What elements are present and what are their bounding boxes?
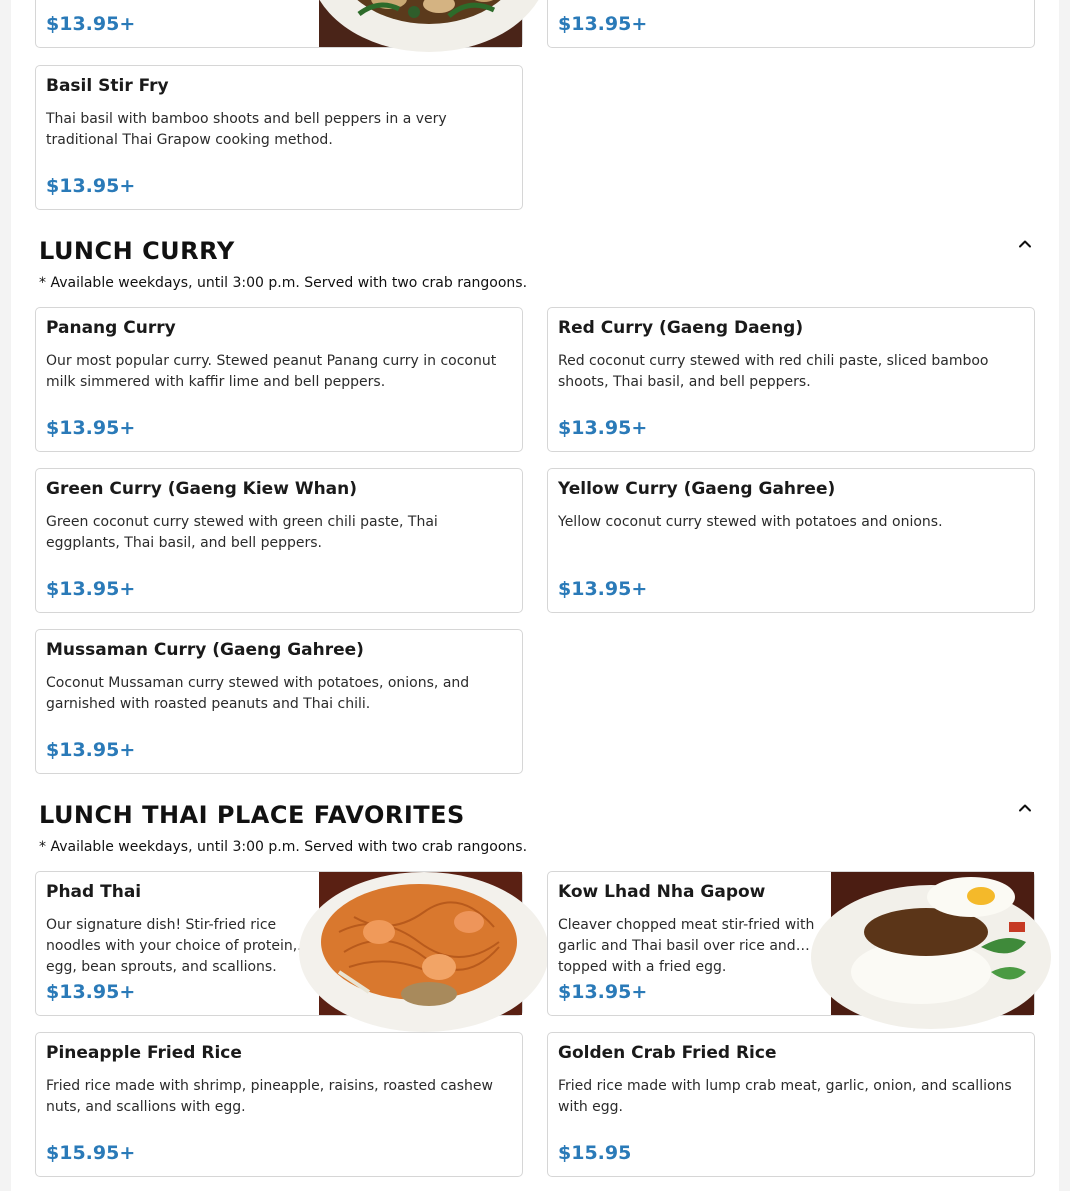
food-image [319,0,522,47]
menu-item-card-basil-stir-fry[interactable] [35,65,523,210]
item-description: Yellow coconut curry stewed with potatoes and onions. [558,514,943,530]
item-description: Thai basil with bamboo shoots and bell peppers in a very traditional Thai Grapow cooking method. [46,111,447,148]
item-description: Fried rice made with shrimp, pineapple, raisins, roasted cashew nuts, and scallions with egg. [46,1078,493,1115]
collapse-section-button[interactable] [1012,795,1038,821]
item-price: $13.95+ [46,13,136,35]
item-price: $13.95+ [46,578,136,600]
item-price: $15.95+ [46,1142,136,1164]
section-title-lunch-curry: LUNCH CURRY [39,237,235,265]
menu-item-card[interactable] [35,468,523,613]
item-description: Our signature dish! Stir-fried rice noodles with your choice of protein, egg, bean sprouts, and scallions. [46,917,298,975]
menu-item-card[interactable] [547,1032,1035,1177]
food-image [319,872,522,1015]
section-title-favorites: LUNCH THAI PLACE FAVORITES [39,801,465,829]
menu-item-card[interactable] [35,1032,523,1177]
item-description: Fried rice made with lump crab meat, garlic, onion, and scallions with egg. [558,1078,1012,1115]
collapse-section-button[interactable] [1012,231,1038,257]
item-name: Kow Lhad Nha Gapow [558,882,766,902]
section-note: * Available weekdays, until 3:00 p.m. Served with two crab rangoons. [39,275,528,291]
item-price: $13.95+ [46,739,136,761]
chevron-up-icon [1017,236,1033,252]
menu-item-card[interactable] [547,0,1035,48]
item-name: Basil Stir Fry [46,76,169,96]
item-description: Cleaver chopped meat stir-fried with garlic and Thai basil over rice and topped with a fried egg. [558,917,815,975]
item-name: Panang Curry [46,318,176,338]
menu-item-card-phad-thai[interactable] [35,871,523,1016]
item-description: Coconut Mussaman curry stewed with potatoes, onions, and garnished with roasted peanuts and Thai chili. [46,675,470,712]
item-name: Golden Crab Fried Rice [558,1043,777,1063]
item-name: Pineapple Fried Rice [46,1043,242,1063]
item-price: $13.95+ [558,417,648,439]
item-price: $13.95+ [46,175,136,197]
item-price: $15.95 [558,1142,632,1164]
menu-item-card-kow-lhad-nha-gapow[interactable] [547,871,1035,1016]
item-price: $13.95+ [558,13,648,35]
item-name: Mussaman Curry (Gaeng Gahree) [46,640,364,660]
section-note: * Available weekdays, until 3:00 p.m. Served with two crab rangoons. [39,839,528,855]
menu-item-card[interactable] [35,307,523,452]
item-name: Phad Thai [46,882,142,902]
item-price: $13.95+ [558,981,648,1003]
menu-item-card[interactable] [547,468,1035,613]
item-name: Yellow Curry (Gaeng Gahree) [558,479,836,499]
menu-page [11,0,1059,1191]
food-image [831,872,1034,1015]
item-description: Red coconut curry stewed with red chili paste, sliced bamboo shoots, Thai basil, and bell peppers. [558,353,989,390]
menu-item-card[interactable] [35,0,523,48]
item-price: $13.95+ [46,417,136,439]
menu-item-card[interactable] [35,629,523,774]
menu-item-card[interactable] [547,307,1035,452]
item-description: Green coconut curry stewed with green chili paste, Thai eggplants, Thai basil, and bell peppers. [46,514,438,551]
item-name: Red Curry (Gaeng Daeng) [558,318,804,338]
item-description: Our most popular curry. Stewed peanut Panang curry in coconut milk simmered with kaffir lime and bell peppers. [46,353,497,390]
chevron-up-icon [1017,800,1033,816]
item-price: $13.95+ [558,578,648,600]
item-name: Green Curry (Gaeng Kiew Whan) [46,479,358,499]
item-price: $13.95+ [46,981,136,1003]
